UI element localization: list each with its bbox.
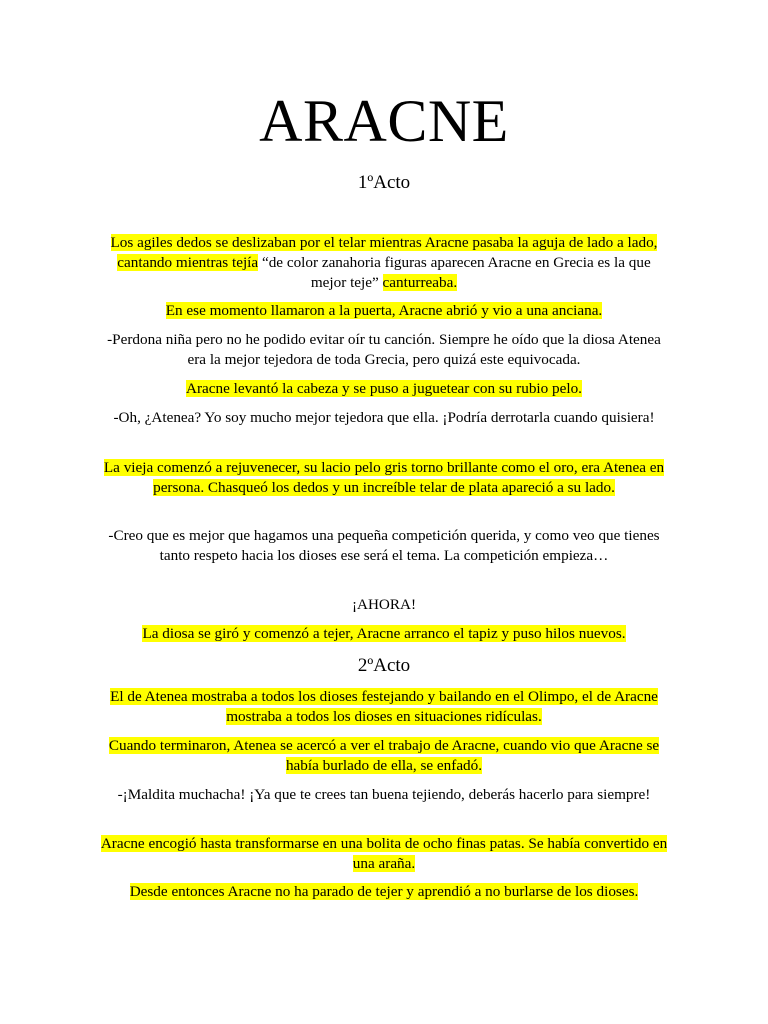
paragraph-7: -Creo que es mejor que hagamos una pequeña competición querida, y como veo que tienes tanto respeto hacia los dioses ese será el tema. La competición empieza… [108,527,660,564]
highlighted-text: Los agiles dedos se deslizaban por el telar mientras Aracne pasaba la aguja de lado a lado, cantando mientras tejía [110,234,658,271]
highlighted-text: El de Atenea mostraba a todos los dioses festejando y bailando en el Olimpo, el de Aracne mostraba a todos los dioses en situaciones ridículas. [110,688,658,725]
paragraph-9 [100,624,668,644]
highlighted-text: Desde entonces Aracne no ha parado de tejer y aprendió a no burlarse de los dioses. [129,883,639,900]
paragraph-8: ¡AHORA! [351,596,417,613]
highlighted-text: La diosa se giró y comenzó a tejer, Aracne arranco el tapiz y puso hilos nuevos. [142,625,626,642]
song-text: “de color zanahoria figuras aparecen Aracne en Grecia es la que mejor teje” [258,254,651,291]
paragraph-4 [100,379,668,399]
paragraph-1 [100,233,668,293]
highlighted-text: En ese momento llamaron a la puerta, Aracne abrió y vio a una anciana. [165,302,603,319]
paragraph-6 [100,458,668,498]
highlighted-text: canturreaba. [382,274,458,291]
paragraph-11 [100,736,668,776]
act-heading-1: 1ºActo [357,172,411,193]
paragraph-12: -¡Maldita muchacha! ¡Ya que te crees tan buena tejiendo, deberás hacerlo para siempre! [117,786,651,803]
highlighted-text: Cuando terminaron, Atenea se acercó a ver el trabajo de Aracne, cuando vio que Aracne se había burlado de ella, se enfadó. [108,737,660,774]
page-title: ARACNE [259,88,509,154]
paragraph-13 [100,834,668,874]
paragraph-3: -Perdona niña pero no he podido evitar oír tu canción. Siempre he oído que la diosa Atenea era la mejor tejedora de toda Grecia, pero quizá este equivocada. [107,331,661,368]
act-heading-2: 2ºActo [357,655,411,676]
highlighted-text: Aracne encogió hasta transformarse en una bolita de ocho finas patas. Se había convertido en una araña. [100,835,668,872]
paragraph-14 [100,882,668,902]
paragraph-10 [100,687,668,727]
paragraph-2 [100,301,668,321]
highlighted-text: Aracne levantó la cabeza y se puso a juguetear con su rubio pelo. [186,380,582,397]
paragraph-5: -Oh, ¿Atenea? Yo soy mucho mejor tejedora que ella. ¡Podría derrotarla cuando quisiera! [113,409,655,426]
highlighted-text: La vieja comenzó a rejuvenecer, su lacio pelo gris torno brillante como el oro, era Atenea en persona. Chasqueó los dedos y un increíble telar de plata apareció a su lado. [103,459,665,496]
